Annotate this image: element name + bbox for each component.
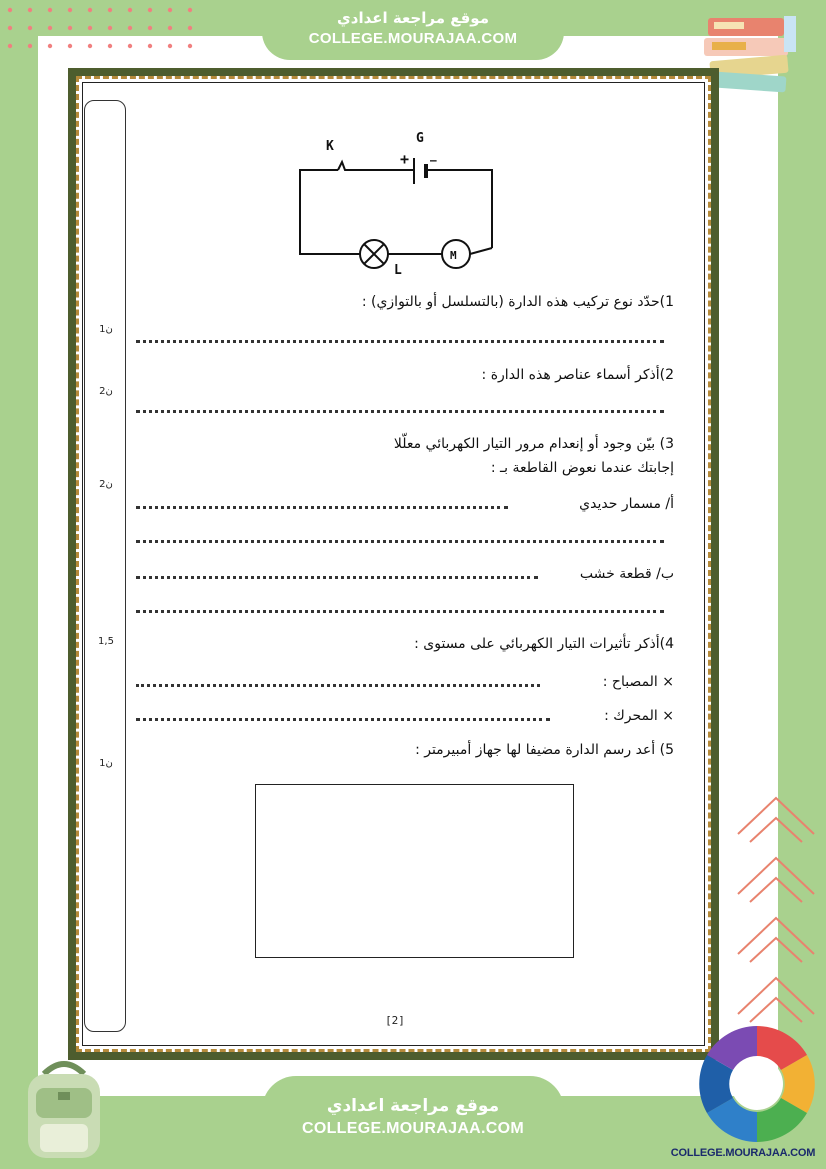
- battery-label: G: [416, 131, 424, 146]
- answer-line-q3a: [136, 540, 664, 543]
- question-3b: ب/ قطعة خشب: [579, 566, 674, 582]
- site-url-link[interactable]: COLLEGE.MOURAJAA.COM: [308, 30, 518, 47]
- mark-q2: ن2: [99, 386, 113, 397]
- question-4a: × المصباح :: [602, 674, 674, 690]
- answer-line-q4b: [136, 718, 550, 721]
- question-3-line-1: 3) بيّن وجود أو إنعدام مرور التيار الكهربائي معلّلا: [393, 436, 674, 452]
- motor-label: M: [450, 249, 457, 262]
- answer-line-q3b-inline: [136, 576, 538, 579]
- answer-line-q3a-inline: [136, 506, 508, 509]
- decorative-dots: [0, 0, 220, 55]
- question-3a: أ/ مسمار حديدي: [579, 496, 674, 512]
- question-5: 5) أعد رسم الدارة مضيفا لها جهاز أمبيرمتر :: [415, 742, 674, 758]
- question-4b: × المحرك :: [604, 708, 674, 724]
- chevron-decoration-icon: [734, 792, 818, 1032]
- page-number: [2]: [385, 1014, 405, 1027]
- question-4: 4)أذكر تأثيرات التيار الكهربائي على مستوى :: [414, 636, 674, 652]
- switch-label: K: [326, 139, 334, 154]
- site-footer: [262, 1076, 564, 1169]
- question-1: 1)حدّد نوع تركيب هذه الدارة (بالتسلسل أو بالتوازي) :: [361, 294, 674, 310]
- mark-q3: ن2: [99, 479, 113, 490]
- site-name: موقع مراجعة اعدادي: [337, 9, 489, 27]
- answer-line-q3b: [136, 610, 664, 613]
- battery-plus: +: [400, 150, 410, 168]
- mark-q5: ن1: [99, 758, 113, 769]
- marks-column: [84, 100, 126, 1032]
- drawing-box[interactable]: [255, 784, 574, 958]
- logo-caption: COLLEGE.MOURAJAA.COM: [670, 1147, 816, 1159]
- circuit-diagram: [290, 128, 500, 278]
- footer-site-name: موقع مراجعة اعدادي: [326, 1096, 500, 1116]
- answer-line-q1: [136, 340, 664, 343]
- question-2: 2)أذكر أسماء عناصر هذه الدارة :: [481, 367, 674, 383]
- battery-minus: —: [430, 154, 437, 167]
- site-logo-icon: [696, 1022, 818, 1164]
- mark-q4: 1,5: [98, 636, 114, 647]
- lamp-label: L: [394, 263, 402, 278]
- backpack-icon: [14, 1056, 114, 1162]
- footer-site-url-link[interactable]: COLLEGE.MOURAJAA.COM: [302, 1120, 524, 1137]
- site-header: [262, 0, 564, 60]
- question-3-line-2: إجابتك عندما نعوض القاطعة بـ :: [490, 460, 674, 476]
- answer-line-q2: [136, 410, 664, 413]
- mark-q1: ن1: [99, 324, 113, 335]
- answer-line-q4a: [136, 684, 540, 687]
